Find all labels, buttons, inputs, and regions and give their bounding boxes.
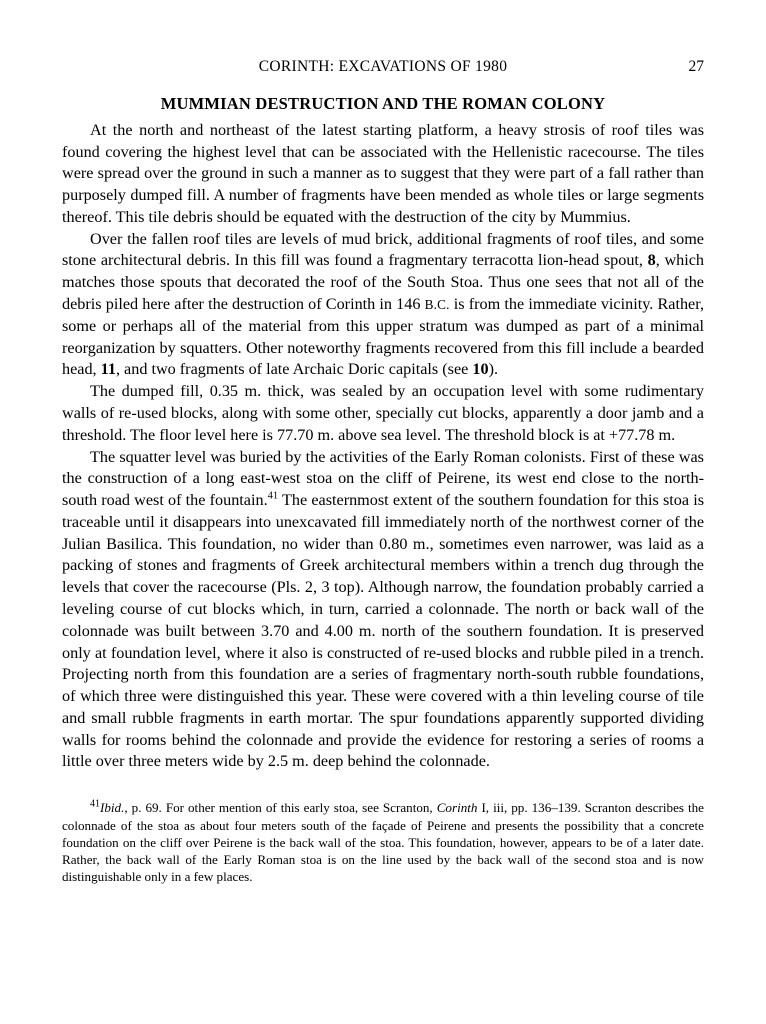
section-heading: MUMMIAN DESTRUCTION AND THE ROMAN COLONY: [160, 94, 606, 113]
paragraph-2-part-e: ).: [488, 360, 499, 379]
paragraph-2-part-c: is from the immediate vicinity. Rather, some or perhaps all of the material from this upper stratum was dumped as part of a minimal reorganization by squatters. Other noteworthy fragments recovered from this fill include a bearded head,: [62, 295, 705, 379]
footnotes: [62, 799, 704, 885]
page-number: 27: [688, 58, 704, 75]
footnote-ibid: Ibid.: [100, 800, 125, 816]
paragraph-4: [62, 447, 704, 774]
paragraph-4-part-b: The easternmost extent of the southern foundation for this stoa is traceable until it disappears into unexcavated fill immediately north of the northwest corner of the Julian Basilica. This foundation, no wider than 0.80 m., sometimes even narrower, was laid as a packing of stones and fragments of Greek architectural members within a trench dug through the levels that cover the racecourse (Pls. 2, 3 top). Although narrow, the foundation probably carried a leveling course of cut blocks which, in turn, carried a colonnade. The north or back wall of the colonnade was built between 3.70 and 4.00 m. north of the southern foundation. It is preserved only at foundation level, where it also is constructed of re-used blocks and rubble piled in a trench. Projecting north from this foundation are a series of fragmentary north-south rubble foundations, of which three were distinguished this year. These were covered with a thin leveling course of tile and small rubble fragments in earth mortar. The spur foundations apparently supported dividing walls for rooms behind the colonnade and provide the evidence for restoring a series of rooms a little over three meters wide by 2.5 m. deep behind the colonnade.: [62, 491, 705, 771]
footnote-41: [62, 799, 704, 885]
paragraph-2-part-a: Over the fallen roof tiles are levels of mud brick, additional fragments of roof tiles, and some stone architectural debris. In this fill was found a fragmentary terracotta lion-head spout,: [62, 229, 704, 270]
paragraph-2-part-b: , which matches those spouts that decorated the roof of the South Stoa. Thus one sees that not all of the debris piled here after the destruction of Corinth in 146: [62, 251, 705, 314]
paragraph-1: At the north and northeast of the latest starting platform, a heavy strosis of roof tiles was found covering the highest level that can be associated with the Hellenistic racecourse. The tiles were spread over the ground in such a manner as to suggest that they were part of a fall rather than purposely dumped fill. A number of fragments have been mended as whole tiles or large segments thereof. This tile debris should be equated with the destruction of the city by Mummius.: [62, 120, 704, 226]
catalog-number-8: 8: [647, 251, 656, 270]
paragraph-3: The dumped fill, 0.35 m. thick, was sealed by an occupation level with some rudimentary walls of re-used blocks, along with some other, specially cut blocks, apparently a door jamb and a threshold. The floor level here is 77.70 m. above sea level. The threshold block is at +77.78 m.: [62, 382, 704, 444]
footnote-part-d: I, iii, pp. 136–139. Scranton describes the colonnade of the stoa as about four meters south of the façade of Peirene and presents the possibility that a concrete foundation on the cliff over Peirene is the back wall of the stoa. This foundation, however, appears to be of a later date. Rather, the back wall of the Early Roman stoa is on the line used by the back wall of the second stoa and is now distinguishable only in a few places.: [62, 800, 704, 885]
running-head-title: CORINTH: EXCAVATIONS OF 1980: [258, 58, 508, 75]
footnote-part-b: , p. 69. For other mention of this early stoa, see Scranton,: [124, 800, 437, 816]
footnote-work-title: Corinth: [436, 800, 478, 816]
paragraph-2-part-d: , and two fragments of late Archaic Doric capitals (see: [115, 360, 473, 379]
running-head: [62, 58, 704, 80]
footnote-marker-41: 41: [90, 798, 100, 810]
catalog-number-11: 11: [100, 360, 116, 379]
body-text: [62, 120, 704, 773]
catalog-number-10: 10: [472, 360, 489, 379]
paragraph-4-part-a: The squatter level was buried by the activities of the Early Roman colonists. First of these was the construction of a long east-west stoa on the cliff of Peirene, its west end close to the north-south road west of the fountain.: [62, 447, 704, 510]
era-label-bc: B.C.: [424, 297, 450, 313]
footnote-reference-41[interactable]: 41: [267, 490, 279, 502]
paragraph-2: [62, 229, 704, 381]
